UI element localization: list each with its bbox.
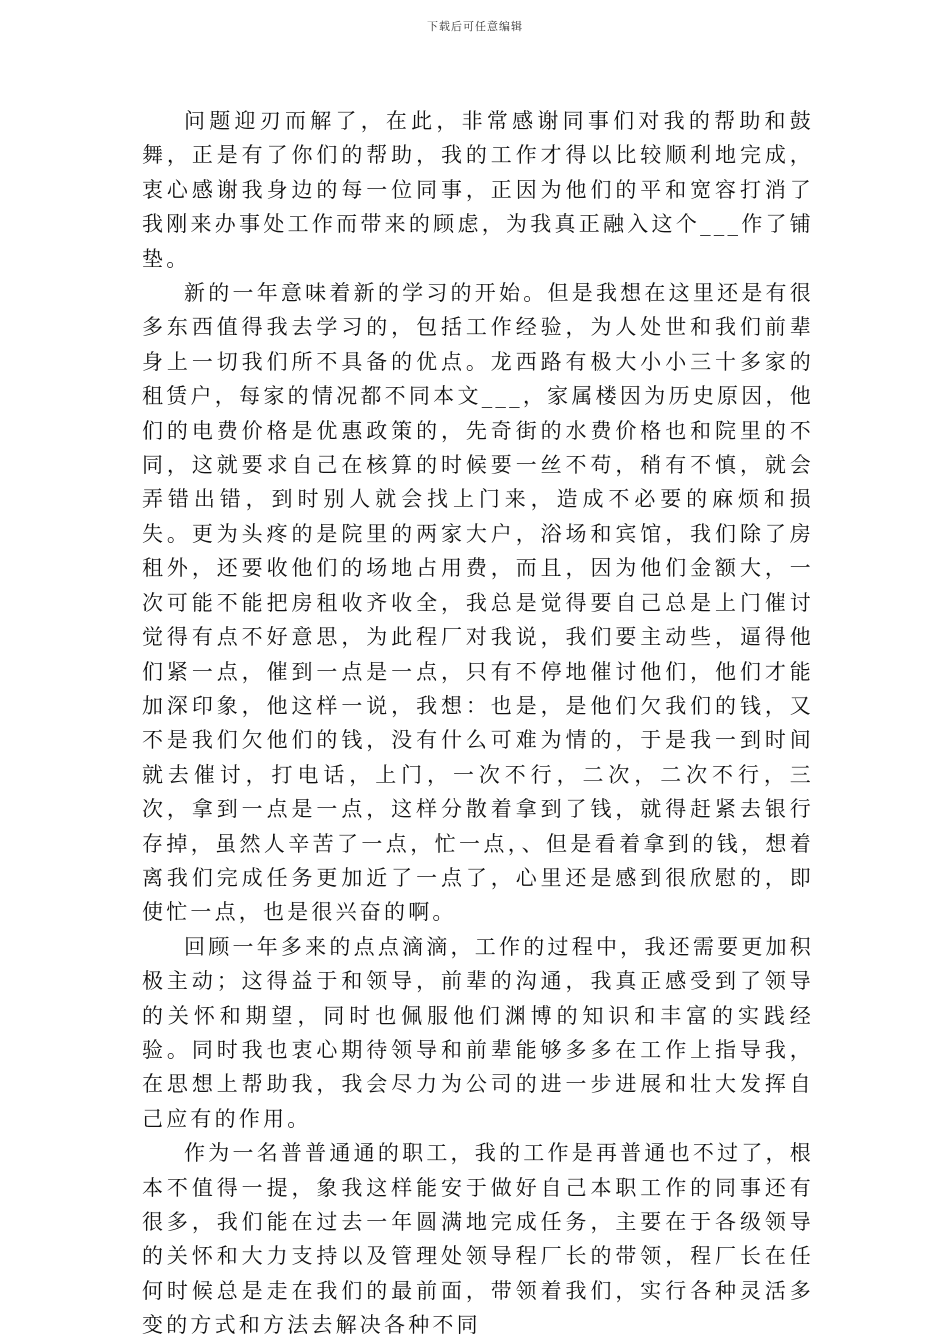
paragraph-review: 回顾一年多来的点点滴滴，工作的过程中，我还需要更加积极主动；这得益于和领导，前辈的沟通，我真正感受到了领导的关怀和期望，同时也佩服他们渊博的知识和丰富的实践经验。同时我也衷心期待领导和前辈能够多多在工作上指导我，在思想上帮助我，我会尽力为公司的进一步进展和壮大发挥自己应有的作用。 [142, 934, 814, 1131]
paragraph-ordinary-worker: 作为一名普普通通的职工，我的工作是再普通也不过了，根本不值得一提，象我这样能安于做好自己本职工作的同事还有很多，我们能在过去一年圆满地完成任务，主要在于各级领导的关怀和大力支持以及管理处领导程厂长的带领，程厂长在任何时候总是走在我们的最前面，带领着我们，实行各种灵活多变的方式和方法去解决各种不同 [142, 1141, 814, 1338]
page-header-note: 下载后可任意编辑 [427, 20, 523, 33]
paragraph-thanks-colleagues: 问题迎刃而解了，在此，非常感谢同事们对我的帮助和鼓舞，正是有了你们的帮助，我的工作才得以比较顺利地完成，衷心感谢我身边的每一位同事，正因为他们的平和宽容打消了我刚来办事处工作而带来的顾虑，为我真正融入这个___作了铺垫。 [142, 109, 814, 271]
paragraph-new-year-learning: 新的一年意味着新的学习的开始。但是我想在这里还是有很多东西值得我去学习的，包括工作经验，为人处世和我们前辈身上一切我们所不具备的优点。龙西路有极大小小三十多家的租赁户，每家的情况都不同本文___，家属楼因为历史原因，他们的电费价格是优惠政策的，先奇街的水费价格也和院里的不同，这就要求自己在核算的时候要一丝不苟，稍有不慎，就会弄错出错，到时别人就会找上门来，造成不必要的麻烦和损失。更为头疼的是院里的两家大户，浴场和宾馆，我们除了房租外，还要收他们的场地占用费，而且，因为他们金额大，一次可能不能把房租收齐收全，我总是觉得要自己总是上门催讨觉得有点不好意思，为此程厂对我说，我们要主动些，逼得他们紧一点，催到一点是一点，只有不停地催讨他们，他们才能加深印象，他这样一说，我想：也是，是他们欠我们的钱，又不是我们欠他们的钱，没有什么可难为情的，于是我一到时间就去催讨，打电话，上门，一次不行，二次，二次不行，三次，拿到一点是一点，这样分散着拿到了钱，就得赶紧去银行存掉，虽然人辛苦了一点，忙一点，、但是看着拿到的钱，想着离我们完成任务更加近了一点了，心里还是感到很欣慰的，即使忙一点，也是很兴奋的啊。 [142, 281, 814, 925]
document-body [142, 104, 814, 1343]
